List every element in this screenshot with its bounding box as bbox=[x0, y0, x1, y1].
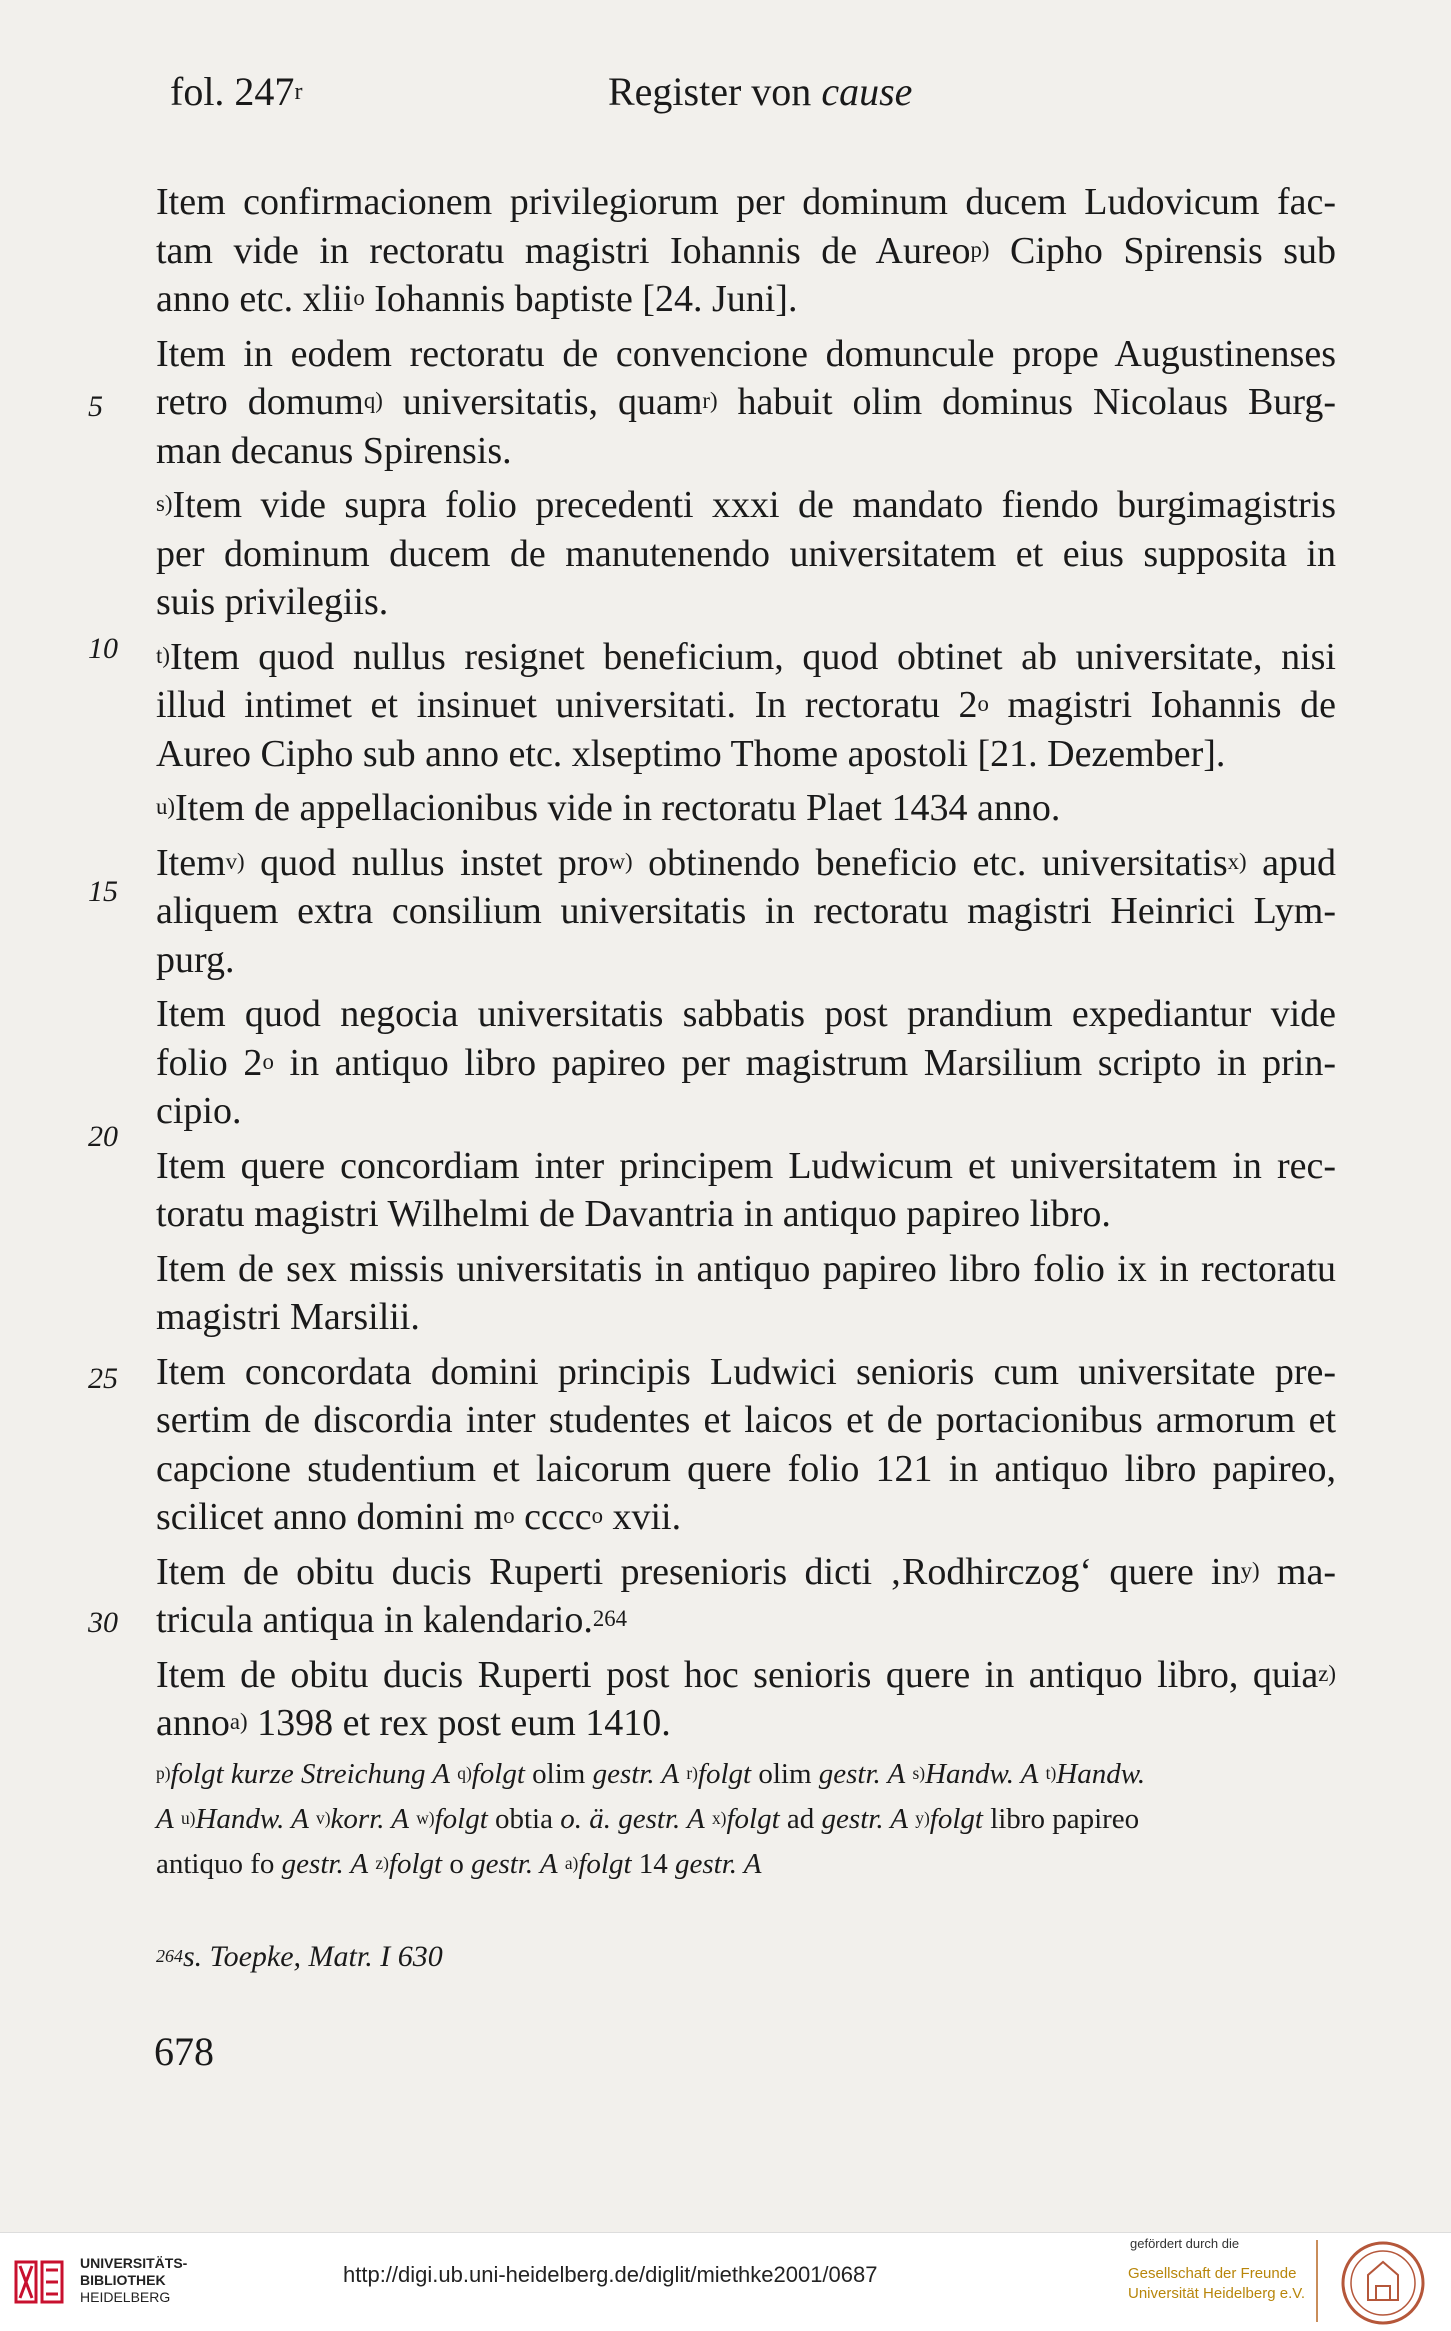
text-line: anno etc. xlii$^o$ Iohannis baptiste [24. Juni]. bbox=[156, 278, 798, 320]
text-line: Aureo Cipho sub anno etc. xlseptimo Thome apostoli [21. Dezember]. bbox=[156, 732, 1226, 775]
running-title: Register von cause bbox=[608, 69, 913, 114]
text-line: Item de sex missis universitatis in antiquo papireo libro folio ix in rectoratu bbox=[156, 1247, 1336, 1290]
text-line: Item concordata domini principis Ludwici senioris cum universitate pre- bbox=[156, 1350, 1336, 1393]
paragraph bbox=[156, 1348, 1336, 1542]
apparatus-line: antiquo fo gestr. A $^{z)}$folgt o gestr. A $^{a)}$folgt 14 gestr. A bbox=[156, 1848, 762, 1880]
critical-apparatus bbox=[156, 1752, 1336, 1887]
text-line: anno$^{a)}$ 1398 et rex post eum 1410. bbox=[156, 1702, 671, 1744]
paragraph bbox=[156, 1142, 1336, 1239]
text-line: Item de obitu ducis Ruperti post hoc senioris quere in antiquo libro, quia$^{z)}$ bbox=[156, 1653, 1336, 1696]
text-line: toratu magistri Wilhelmi de Davantria in antiquo papireo libro. bbox=[156, 1193, 1111, 1235]
text-line: Item$^{v)}$ quod nullus instet pro$^{w)}$ obtinendo beneficio etc. universitatis$^{x)}$ apud bbox=[156, 841, 1336, 884]
sponsor-label: gefördert durch die bbox=[1130, 2236, 1240, 2251]
text-line: folio 2$^o$ in antiquo libro papireo per magistrum Marsilium scripto in prin- bbox=[156, 1041, 1336, 1084]
page-number: 678 bbox=[154, 2029, 214, 2074]
reference-footnote: $^{264}$s. Toepke, Matr. I 630 bbox=[156, 1940, 443, 1973]
text-line: sertim de discordia inter studentes et laicos et de portacionibus armorum et bbox=[156, 1399, 1336, 1441]
text-line: suis privilegiis. bbox=[156, 581, 389, 623]
line-number: 15 bbox=[88, 875, 118, 908]
text-line: per dominum ducem de manutenendo universitatem et eius supposita in bbox=[156, 532, 1336, 575]
text-line: retro domum$^{q)}$ universitatis, quam$^{r)}$ habuit olim dominus Nicolaus Burg- bbox=[156, 381, 1336, 423]
paragraph bbox=[156, 784, 1336, 833]
paragraph bbox=[156, 1651, 1336, 1748]
text-line: cipio. bbox=[156, 1090, 242, 1132]
paragraph bbox=[156, 1245, 1336, 1342]
paragraph bbox=[156, 330, 1336, 476]
line-number: 5 bbox=[88, 390, 103, 423]
sponsor-name: Gesellschaft der Freunde Universität Heidelberg e.V. bbox=[1128, 2265, 1306, 2302]
text-line: man decanus Spirensis. bbox=[156, 429, 512, 472]
text-line: Item de obitu ducis Ruperti presenioris dicti ‚Rodhirczog‘ quere $in^{y)}$ ma- bbox=[156, 1550, 1337, 1593]
text-line: purg. bbox=[156, 938, 235, 981]
text-line: magistri Marsilii. bbox=[156, 1296, 420, 1338]
body-text bbox=[156, 178, 1336, 1754]
library-logo-icon bbox=[14, 2258, 64, 2306]
text-line: $^{u)}$Item de appellacionibus vide in rectoratu Plaet 1434 anno. bbox=[156, 787, 1061, 829]
text-line: Item quere concordiam inter principem Ludwicum et universitatem in rec- bbox=[156, 1144, 1336, 1187]
text-line: Item confirmacionem privilegiorum per dominum ducem Ludovicum fac- bbox=[156, 181, 1336, 223]
text-line: illud intimet et insinuet universitati. In rectoratu 2$^o$ magistri Iohannis de bbox=[156, 684, 1336, 726]
text-line: scilicet anno domini $m^o$ cccc$^o$ xvii. bbox=[156, 1496, 682, 1538]
text-line: tricula antiqua in kalendario.$^{264}$ bbox=[156, 1599, 628, 1641]
paragraph bbox=[156, 481, 1336, 627]
line-number: 25 bbox=[88, 1362, 118, 1395]
text-line: Item in eodem rectoratu de convencione domuncule prope Augustinenses bbox=[156, 332, 1336, 375]
text-line: $^{s)}$Item vide supra folio precedenti xxxi de mandato fiendo burgimagistris bbox=[156, 484, 1336, 526]
text-line: aliquem extra consilium universitatis in rectoratu magistri Heinrici Lym- bbox=[156, 890, 1336, 932]
line-number: 30 bbox=[88, 1606, 118, 1639]
text-line: tam vide in rectoratu magistri Iohannis de Aureo$^{p)}$ Cipho Spirensis sub bbox=[156, 229, 1337, 272]
text-line: capcione studentium et laicorum quere folio 121 in antiquo libro papireo, bbox=[156, 1447, 1336, 1490]
apparatus-line: A $^{u)}$Handw. A $^{v)}$korr. A $^{w)}$folgt obtia o. ä. gestr. A $^{x)}$folgt ad gestr. A $^{y)}$folgt libro papireo bbox=[156, 1803, 1140, 1835]
text-line: Item quod negocia universitatis sabbatis post prandium expediantur vide bbox=[156, 993, 1336, 1035]
paragraph bbox=[156, 1548, 1336, 1645]
paragraph bbox=[156, 839, 1336, 985]
university-seal-icon bbox=[1338, 2240, 1428, 2326]
paragraph bbox=[156, 178, 1336, 324]
paragraph bbox=[156, 633, 1336, 779]
paragraph bbox=[156, 990, 1336, 1136]
line-number: 20 bbox=[88, 1120, 118, 1153]
permalink-url[interactable]: http://digi.ub.uni-heidelberg.de/diglit/miethke2001/0687 bbox=[343, 2262, 878, 2287]
line-number: 10 bbox=[88, 632, 118, 665]
text-line: $^{t)}$Item quod nullus resignet beneficium, quod obtinet ab universitate, nisi bbox=[156, 635, 1336, 678]
library-name: UNIVERSITÄTS- BIBLIOTHEK HEIDELBERG bbox=[80, 2255, 188, 2305]
folio-label: fol. 247$^r$ bbox=[170, 69, 303, 114]
footer-divider bbox=[1316, 2240, 1318, 2322]
apparatus-line: $^{p)}$folgt kurze Streichung A $^{q)}$folgt olim gestr. A $^{r)}$folgt olim gestr. A $^{s)}$Handw. A $^{t)}$Handw. bbox=[156, 1758, 1146, 1790]
